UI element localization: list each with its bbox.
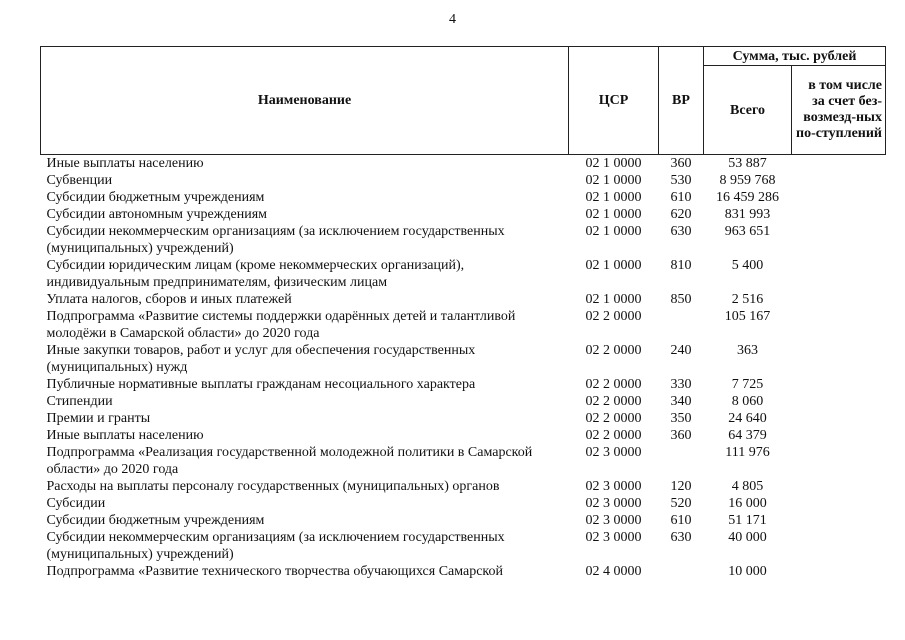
table-row <box>41 189 886 206</box>
row-name: Уплата налогов, сборов и иных платежей <box>46 292 292 307</box>
row-name: Подпрограмма «Реализация государственной молодежной политики в Самарской области» до 2020 года <box>46 445 533 477</box>
row-total: 363 <box>737 343 758 358</box>
row-total: 53 887 <box>728 156 767 171</box>
row-csr: 02 3 0000 <box>585 479 642 494</box>
row-vr: 810 <box>670 258 692 273</box>
row-total: 51 171 <box>728 513 767 528</box>
table-body <box>41 155 886 581</box>
row-vr: 610 <box>670 513 692 528</box>
row-total: 10 000 <box>728 564 767 579</box>
row-total: 16 459 286 <box>716 190 779 205</box>
row-free <box>792 172 886 189</box>
row-total: 5 400 <box>731 258 764 273</box>
row-total: 963 651 <box>724 224 771 239</box>
row-vr <box>659 444 704 478</box>
row-vr: 340 <box>670 394 692 409</box>
table-row <box>41 563 886 580</box>
row-csr: 02 3 0000 <box>585 513 642 528</box>
row-free <box>792 291 886 308</box>
row-name: Расходы на выплаты персоналу государственных (муниципальных) органов <box>46 479 500 494</box>
row-free <box>792 512 886 529</box>
row-free <box>792 427 886 444</box>
row-csr: 02 1 0000 <box>585 258 642 273</box>
page-number: 4 <box>449 12 456 27</box>
row-total: 8 959 768 <box>719 173 776 188</box>
row-name: Субсидии некоммерческим организациям (за исключением государственных (муниципальных) учреждений) <box>46 224 505 256</box>
header-vr: ВР <box>659 47 704 155</box>
row-csr: 02 2 0000 <box>585 411 642 426</box>
row-total: 105 167 <box>724 309 771 324</box>
row-name: Субсидии автономным учреждениям <box>46 207 268 222</box>
row-total: 7 725 <box>731 377 764 392</box>
table-row <box>41 393 886 410</box>
row-csr: 02 2 0000 <box>585 428 642 443</box>
row-csr: 02 1 0000 <box>585 156 642 171</box>
row-vr: 630 <box>670 224 692 239</box>
row-csr: 02 1 0000 <box>585 224 642 239</box>
row-vr: 120 <box>670 479 692 494</box>
table-row <box>41 410 886 427</box>
header-csr: ЦСР <box>569 47 659 155</box>
row-name: Субсидии бюджетным учреждениям <box>46 513 265 528</box>
row-total: 111 976 <box>725 445 770 460</box>
table-row <box>41 478 886 495</box>
row-free <box>792 155 886 173</box>
row-total: 40 000 <box>728 530 767 545</box>
row-name: Иные выплаты населению <box>46 428 204 443</box>
row-csr: 02 4 0000 <box>585 564 642 579</box>
row-name: Иные закупки товаров, работ и услуг для обеспечения государственных (муниципальных) нужд <box>46 343 476 375</box>
header-name: Наименование <box>41 47 569 155</box>
row-csr: 02 3 0000 <box>585 496 642 511</box>
row-csr: 02 1 0000 <box>585 207 642 222</box>
table-row <box>41 495 886 512</box>
row-vr <box>659 308 704 342</box>
row-total: 831 993 <box>724 207 771 222</box>
row-free <box>792 410 886 427</box>
row-csr: 02 2 0000 <box>585 377 642 392</box>
table-header <box>41 47 886 155</box>
row-vr: 360 <box>670 156 692 171</box>
row-free <box>792 257 886 291</box>
row-csr: 02 1 0000 <box>585 292 642 307</box>
table-row <box>41 223 886 257</box>
row-free <box>792 342 886 376</box>
row-free <box>792 223 886 257</box>
table-row <box>41 376 886 393</box>
row-csr: 02 2 0000 <box>585 343 642 358</box>
row-vr: 620 <box>670 207 692 222</box>
header-free: в том числе за счет без-возмезд-ных по-ступлений <box>792 66 886 155</box>
row-name: Подпрограмма «Развитие технического творчества обучающихся Самарской <box>46 564 504 579</box>
row-vr <box>659 563 704 580</box>
row-vr: 630 <box>670 530 692 545</box>
row-total: 4 805 <box>731 479 764 494</box>
row-free <box>792 478 886 495</box>
row-vr: 330 <box>670 377 692 392</box>
row-vr: 240 <box>670 343 692 358</box>
row-name: Стипендии <box>46 394 113 409</box>
table-row <box>41 172 886 189</box>
header-sum: Сумма, тыс. рублей <box>704 47 886 66</box>
row-name: Субсидии некоммерческим организациям (за исключением государственных (муниципальных) учреждений) <box>46 530 505 562</box>
row-name: Субсидии бюджетным учреждениям <box>46 190 265 205</box>
row-name: Иные выплаты населению <box>46 156 204 171</box>
row-vr: 520 <box>670 496 692 511</box>
table-row <box>41 342 886 376</box>
row-free <box>792 495 886 512</box>
row-free <box>792 393 886 410</box>
row-csr: 02 1 0000 <box>585 173 642 188</box>
row-free <box>792 376 886 393</box>
row-free <box>792 189 886 206</box>
row-name: Субсидии юридическим лицам (кроме некоммерческих организаций), индивидуальным предпринимателям, физическим лицам <box>46 258 465 290</box>
row-csr: 02 2 0000 <box>585 394 642 409</box>
row-vr: 360 <box>670 428 692 443</box>
table-row <box>41 308 886 342</box>
table-row <box>41 444 886 478</box>
row-total: 64 379 <box>728 428 767 443</box>
row-csr: 02 3 0000 <box>585 530 642 545</box>
row-free <box>792 308 886 342</box>
row-free <box>792 529 886 563</box>
row-csr: 02 3 0000 <box>585 445 642 460</box>
budget-table <box>40 46 886 580</box>
row-total: 24 640 <box>728 411 767 426</box>
table-row <box>41 529 886 563</box>
row-name: Субвенции <box>46 173 113 188</box>
table-row <box>41 512 886 529</box>
row-free <box>792 444 886 478</box>
table-row <box>41 206 886 223</box>
row-free <box>792 206 886 223</box>
table-row <box>41 155 886 173</box>
row-total: 16 000 <box>728 496 767 511</box>
table-row <box>41 291 886 308</box>
row-name: Публичные нормативные выплаты гражданам несоциального характера <box>46 377 476 392</box>
row-csr: 02 1 0000 <box>585 190 642 205</box>
row-vr: 850 <box>670 292 692 307</box>
row-total: 2 516 <box>731 292 764 307</box>
row-vr: 610 <box>670 190 692 205</box>
row-vr: 350 <box>670 411 692 426</box>
row-vr: 530 <box>670 173 692 188</box>
row-name: Премии и гранты <box>46 411 151 426</box>
table-row <box>41 427 886 444</box>
row-csr: 02 2 0000 <box>585 309 642 324</box>
row-total: 8 060 <box>731 394 764 409</box>
table-row <box>41 257 886 291</box>
header-total: Всего <box>704 66 792 155</box>
row-free <box>792 563 886 580</box>
row-name: Субсидии <box>46 496 106 511</box>
row-name: Подпрограмма «Развитие системы поддержки одарённых детей и талантливой молодёжи в Самарской области» до 2020 года <box>46 309 516 341</box>
